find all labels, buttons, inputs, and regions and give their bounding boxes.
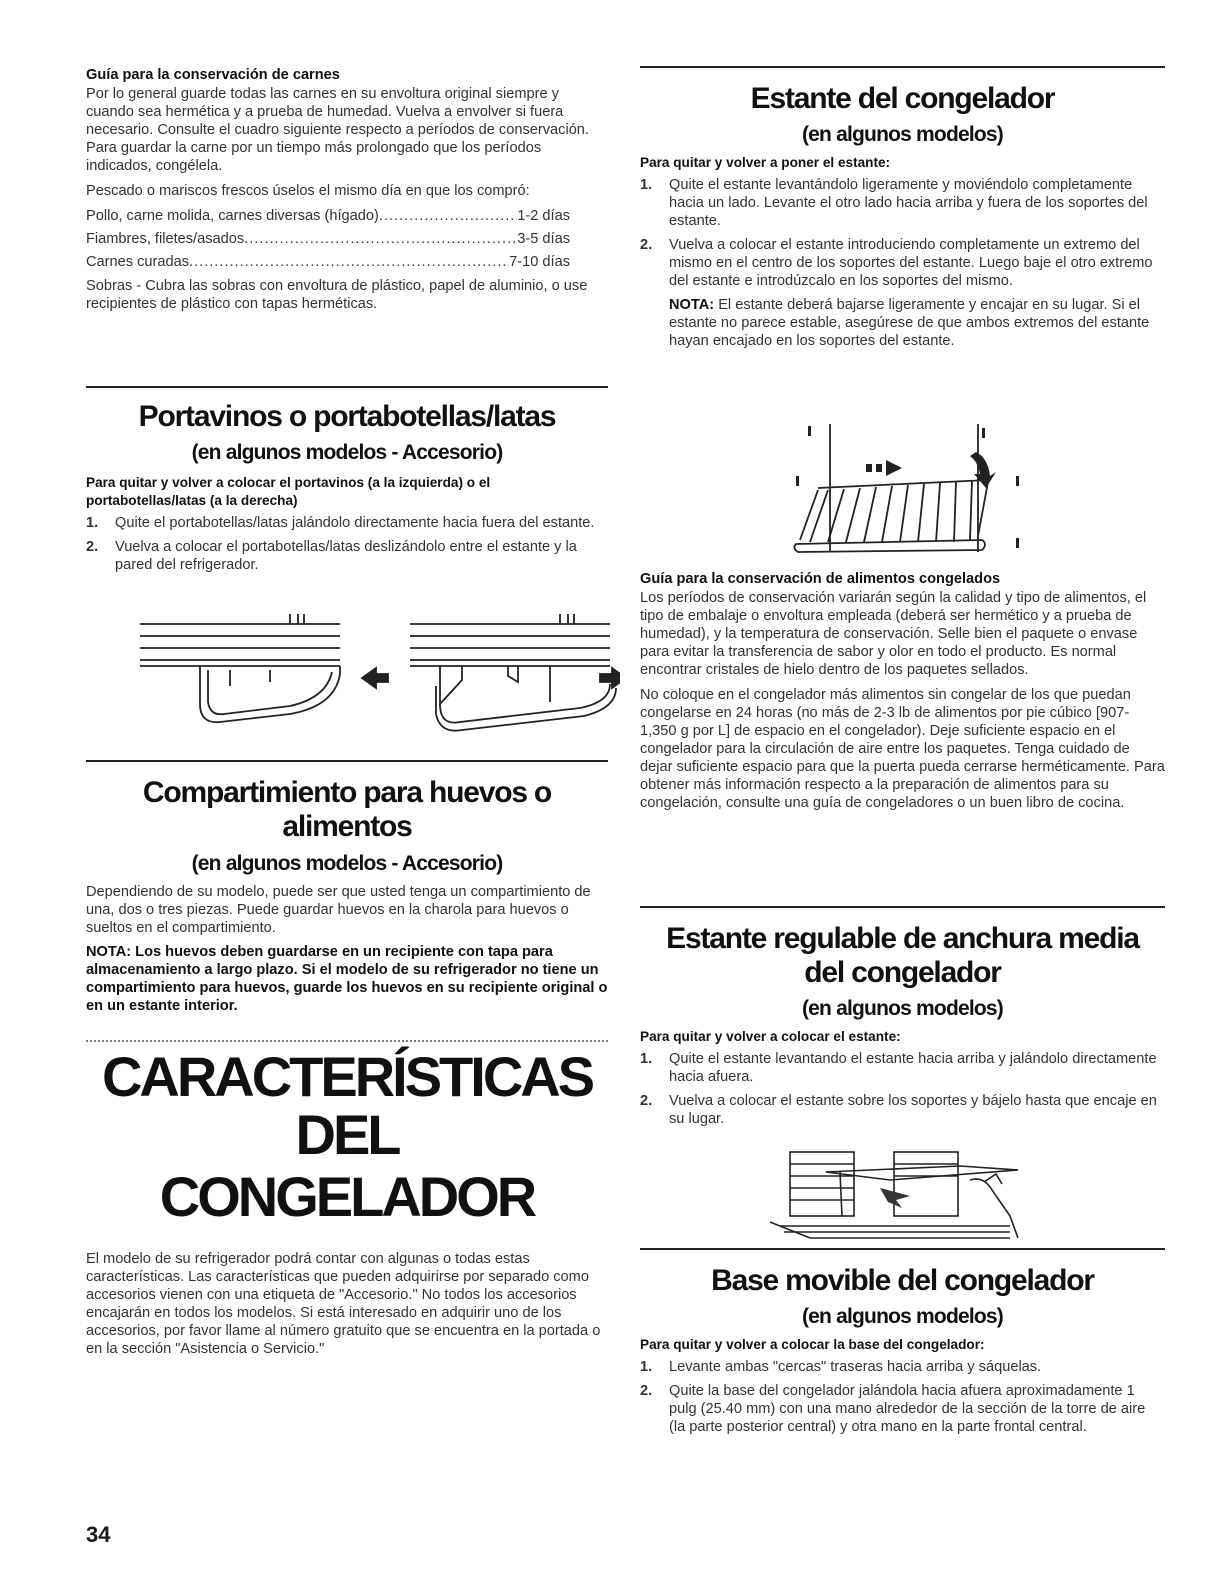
wine-rack-illustration — [140, 614, 620, 744]
step-number: 2. — [640, 1383, 653, 1399]
freezer-features-section — [86, 1045, 608, 1358]
page-number: 34 — [86, 1522, 111, 1547]
step-text: Vuelva a colocar el portabotellas/latas deslizándolo entre el estante y la pared del refrigerador. — [115, 539, 577, 573]
section-divider — [86, 386, 608, 388]
half-shelf-section — [640, 922, 1165, 1128]
meat-guide-section — [86, 66, 608, 313]
storage-row-label: Fiambres, filetes/asados — [86, 231, 245, 247]
note-label: NOTA: — [669, 297, 715, 313]
storage-row-value: 7-10 días — [509, 254, 570, 270]
list-item — [640, 1382, 1165, 1436]
egg-title-line1: Compartimiento para huevos o — [142, 776, 552, 809]
egg-compartment-section — [86, 776, 608, 1015]
freezer-shelf-steps — [640, 176, 1165, 290]
frozen-food-text-2: No coloque en el congelador más alimentos sin congelar de los que puedan congelarse en 24 horas (no más de 2-3 lb de alimentos por pie cúbico [907-1,350 g por L] de espacio en el congelador). Deje suficiente espacio en el congelador para la circulación de aire entre los paquetes. Tenga cuidado de dejar suficiente espacio para que la puerta pueda cerrarse herméticamente. Para obtener más información respecto a la preparación de alimentos para su congelación, consulte una guía de congeladores o un buen libro de cocina. — [640, 687, 1165, 811]
step-number: 1. — [640, 1051, 653, 1067]
step-number: 1. — [640, 1359, 653, 1375]
freezer-shelf-title: Estante del congelador — [750, 82, 1055, 115]
frozen-food-guide-section — [640, 570, 1165, 812]
half-shelf-instructions: Para quitar y volver a colocar el estante: — [640, 1029, 901, 1044]
movable-base-section — [640, 1264, 1165, 1436]
freezer-shelf-section — [640, 82, 1165, 350]
wine-rack-subtitle: (en algunos modelos - Accesorio) — [191, 441, 503, 464]
list-item — [86, 538, 608, 574]
leader-dots — [379, 207, 517, 225]
half-shelf-title-line1: Estante regulable de anchura media — [666, 922, 1139, 955]
freezer-features-text: El modelo de su refrigerador podrá contar con algunas o todas estas características. Las características que pueden adquirirse por separado como accesorios vienen con una etiqueta de "Accesorio." No todos los accesorios encajarán en todos los modelos. Si está interesado en adquirir uno de los accesorios, por favor llame al número gratuito que se encuentra en la portada o en la sección "Asistencia o Servicio." — [86, 1251, 601, 1357]
meat-guide-text: Por lo general guarde todas las carnes en su envoltura original siempre y cuando sea hermética y a prueba de humedad. Vuelva a envolver si fuera necesario. Consulte el cuadro siguiente respecto a períodos de conservación. Para guardar la carne por un tiempo más prolongado que los períodos indicados, congélela. — [86, 86, 589, 174]
half-shelf-subtitle: (en algunos modelos) — [801, 997, 1003, 1020]
list-item — [640, 176, 1165, 230]
half-shelf-illustration — [770, 1146, 1040, 1242]
list-item — [640, 1358, 1165, 1376]
step-text: Quite la base del congelador jalándola hacia afuera aproximadamente 1 pulg (25.40 mm) con una mano alrededor de la sección de la torre de aire (la parte posterior central) y otra mano en la parte frontal central. — [669, 1383, 1146, 1435]
egg-subtitle: (en algunos modelos - Accesorio) — [191, 852, 503, 875]
section-divider — [640, 1248, 1165, 1250]
movable-base-instructions: Para quitar y volver a colocar la base del congelador: — [640, 1337, 985, 1352]
wine-rack-title: Portavinos o portabotellas/latas — [138, 400, 556, 433]
wine-rack-instructions: Para quitar y volver a colocar el portavinos (a la izquierda) o el portabotellas/latas (a la derecha) — [86, 475, 491, 508]
wine-rack-section — [86, 400, 608, 574]
half-shelf-steps — [640, 1050, 1165, 1128]
step-text: Quite el estante levantando el estante hacia arriba y jalándolo directamente hacia afuera. — [669, 1051, 1157, 1085]
storage-row-value: 1-2 días — [517, 208, 570, 224]
storage-table — [86, 207, 570, 271]
section-divider — [86, 760, 608, 762]
step-number: 1. — [86, 515, 99, 531]
storage-row — [86, 230, 570, 248]
freezer-features-title-line1: CARACTERÍSTICAS DEL — [101, 1045, 593, 1166]
wine-rack-steps — [86, 514, 608, 574]
egg-text: Dependiendo de su modelo, puede ser que usted tenga un compartimiento de una, dos o tres piezas. Puede guardar huevos en la charola para huevos o sueltos en el compartimiento. — [86, 884, 591, 936]
storage-row-value: 3-5 días — [517, 231, 570, 247]
step-number: 2. — [640, 237, 653, 253]
step-number: 1. — [640, 177, 653, 193]
note-text: El estante deberá bajarse ligeramente y encajar en su lugar. Si el estante no parece estable, asegúrese de que ambos extremos del estante hayan encajado en los soportes del estante. — [669, 297, 1150, 349]
storage-row-label: Pollo, carne molida, carnes diversas (hígado) — [86, 208, 379, 224]
freezer-shelf-illustration — [788, 424, 1038, 564]
leftovers-text: Sobras - Cubra las sobras con envoltura de plástico, papel de aluminio, o use recipientes de plástico con tapas herméticas. — [86, 278, 588, 312]
step-number: 2. — [640, 1093, 653, 1109]
step-text: Quite el portabotellas/latas jalándolo directamente hacia fuera del estante. — [115, 515, 595, 531]
section-divider — [640, 66, 1165, 68]
meat-guide-heading: Guía para la conservación de carnes — [86, 67, 340, 83]
step-text: Quite el estante levantándolo ligeramente y moviéndolo completamente hacia un lado. Levante el otro lado hacia arriba y fuera de los soportes del estante. — [669, 177, 1148, 229]
half-shelf-title-line2: del congelador — [804, 956, 1001, 989]
movable-base-steps — [640, 1358, 1165, 1436]
movable-base-title: Base movible del congelador — [711, 1264, 1094, 1297]
freezer-shelf-note — [640, 296, 1165, 350]
leader-dots — [244, 230, 517, 248]
step-number: 2. — [86, 539, 99, 555]
storage-row — [86, 253, 570, 271]
storage-row — [86, 207, 570, 225]
storage-row-label: Carnes curadas — [86, 254, 190, 270]
frozen-food-text-1: Los períodos de conservación variarán según la calidad y tipo de alimentos, el tipo de embalaje o envoltura empleada (deberá ser hermético y a prueba de humedad), y la temperatura de conservación. Selle bien el paquete o envase para evitar la transferencia de sabor y olor en todo el producto. Es normal encontrar cristales de hielo dentro de los paquetes sellados. — [640, 590, 1147, 678]
list-item — [86, 514, 608, 532]
step-text: Vuelva a colocar el estante introduciendo completamente un extremo del mismo en el centro de los soportes del estante. Luego baje el otro extremo del estante e introdúzcalo en los soportes del mismo. — [669, 237, 1153, 289]
dotted-divider — [86, 1040, 608, 1042]
fish-text: Pescado o mariscos frescos úselos el mismo día en que los compró: — [86, 183, 530, 199]
list-item — [640, 1092, 1165, 1128]
list-item — [640, 1050, 1165, 1086]
frozen-food-heading: Guía para la conservación de alimentos congelados — [640, 571, 1001, 587]
freezer-shelf-instructions: Para quitar y volver a poner el estante: — [640, 155, 891, 170]
movable-base-subtitle: (en algunos modelos) — [801, 1305, 1003, 1328]
step-text: Levante ambas "cercas" traseras hacia arriba y sáquelas. — [669, 1359, 1042, 1375]
step-text: Vuelva a colocar el estante sobre los soportes y bájelo hasta que encaje en su lugar. — [669, 1093, 1157, 1127]
leader-dots — [189, 253, 509, 271]
section-divider — [640, 906, 1165, 908]
freezer-shelf-subtitle: (en algunos modelos) — [801, 123, 1003, 146]
egg-note: NOTA: Los huevos deben guardarse en un recipiente con tapa para almacenamiento a largo plazo. Si el modelo de su refrigerador no tiene un compartimiento para huevos, guarde los huevos en su recipiente original o en un estante interior. — [86, 944, 608, 1014]
list-item — [640, 236, 1165, 290]
egg-title-line2: alimentos — [282, 810, 412, 843]
freezer-features-title-line2: CONGELADOR — [159, 1165, 535, 1228]
